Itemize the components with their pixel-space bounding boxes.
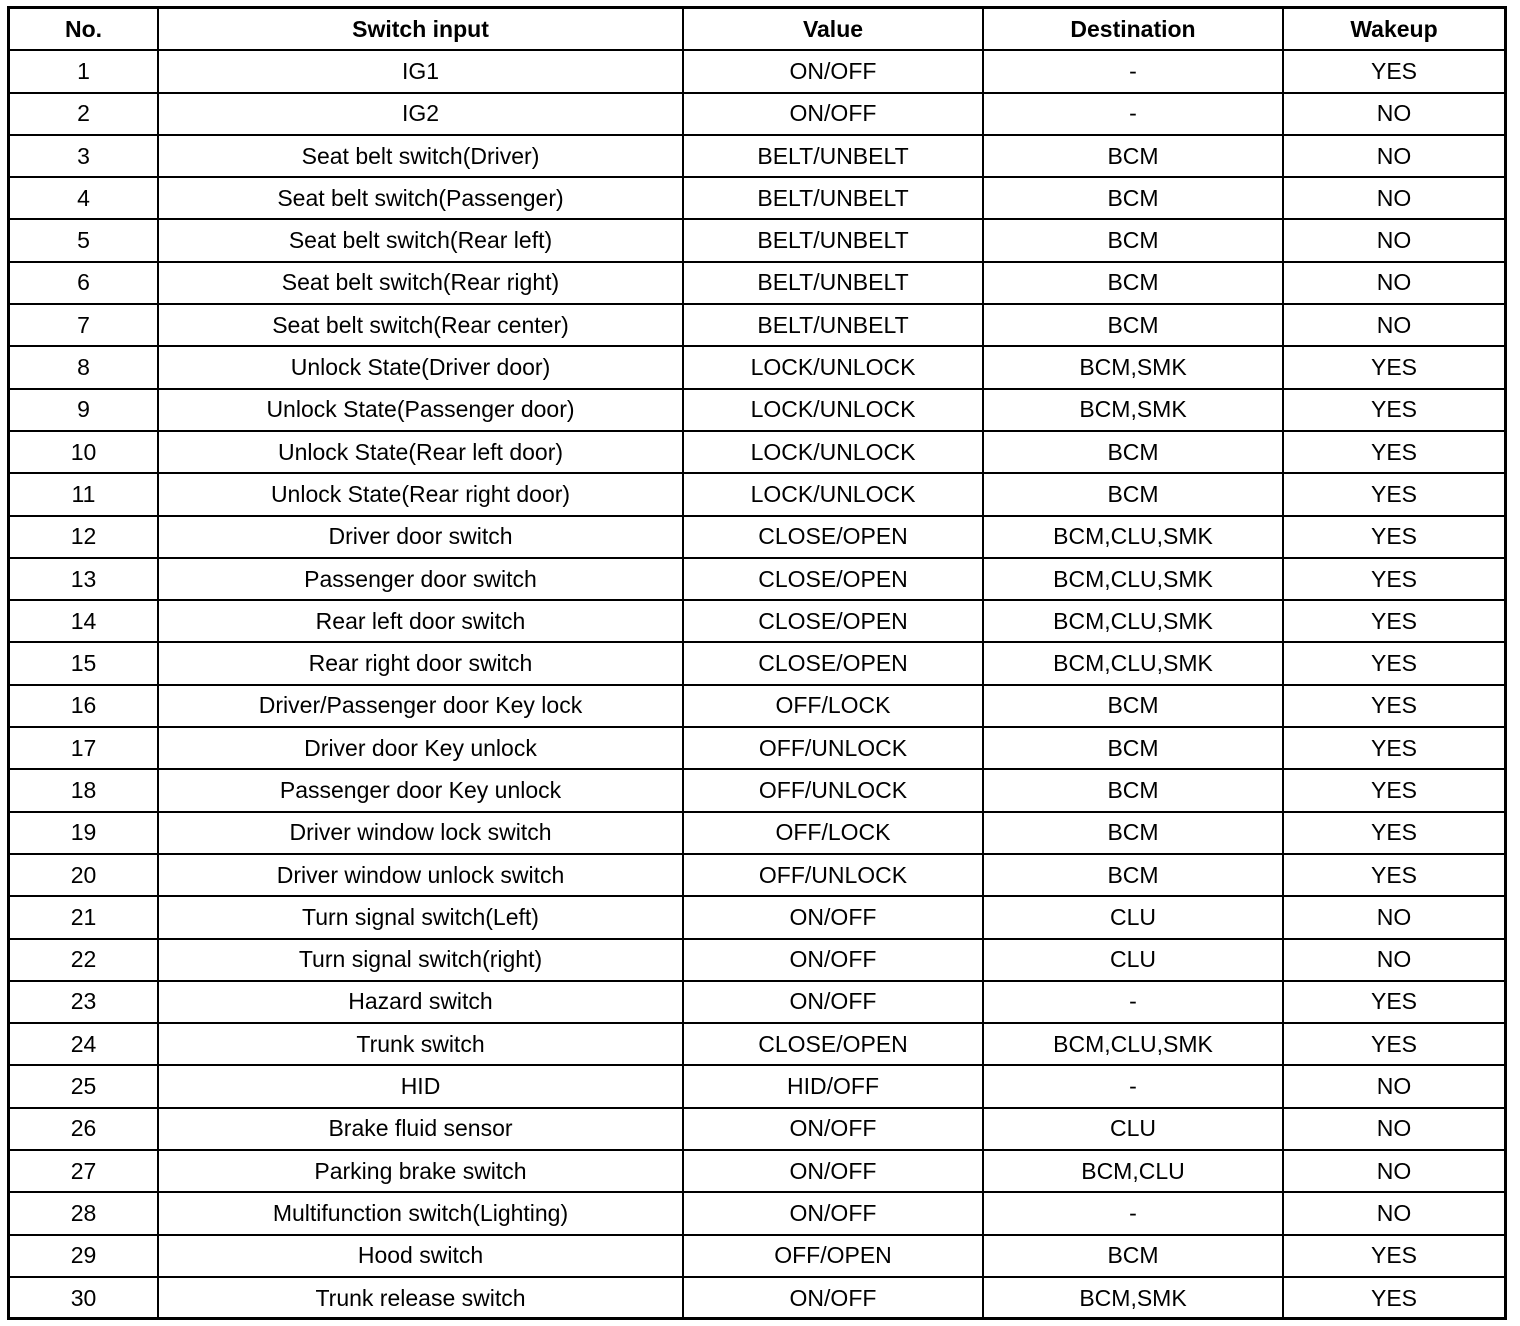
table-row <box>10 93 1504 135</box>
table-row <box>10 177 1504 219</box>
cell-wakeup: YES <box>1283 473 1504 515</box>
cell-value: LOCK/UNLOCK <box>683 389 983 431</box>
cell-wakeup: YES <box>1283 431 1504 473</box>
table-row <box>10 1108 1504 1150</box>
cell-no: 30 <box>10 1277 158 1318</box>
cell-value: CLOSE/OPEN <box>683 1023 983 1065</box>
header-destination: Destination <box>983 9 1283 50</box>
cell-no: 23 <box>10 981 158 1023</box>
cell-destination: CLU <box>983 1108 1283 1150</box>
cell-no: 13 <box>10 558 158 600</box>
table-row <box>10 1065 1504 1107</box>
cell-value: BELT/UNBELT <box>683 304 983 346</box>
cell-switch-input: IG2 <box>158 93 683 135</box>
cell-wakeup: YES <box>1283 389 1504 431</box>
cell-destination: BCM,CLU,SMK <box>983 600 1283 642</box>
cell-value: BELT/UNBELT <box>683 262 983 304</box>
cell-destination: BCM <box>983 685 1283 727</box>
header-wakeup: Wakeup <box>1283 9 1504 50</box>
cell-switch-input: Seat belt switch(Passenger) <box>158 177 683 219</box>
cell-destination: BCM <box>983 135 1283 177</box>
cell-destination: BCM <box>983 854 1283 896</box>
cell-wakeup: NO <box>1283 262 1504 304</box>
cell-value: ON/OFF <box>683 1150 983 1192</box>
cell-wakeup: YES <box>1283 558 1504 600</box>
cell-destination: BCM,CLU <box>983 1150 1283 1192</box>
cell-value: CLOSE/OPEN <box>683 642 983 684</box>
cell-destination: BCM <box>983 1235 1283 1277</box>
cell-value: ON/OFF <box>683 896 983 938</box>
cell-value: CLOSE/OPEN <box>683 558 983 600</box>
cell-destination: BCM <box>983 262 1283 304</box>
cell-wakeup: NO <box>1283 177 1504 219</box>
cell-destination: BCM <box>983 219 1283 261</box>
cell-no: 25 <box>10 1065 158 1107</box>
table-row <box>10 812 1504 854</box>
table-row <box>10 346 1504 388</box>
cell-no: 5 <box>10 219 158 261</box>
header-value: Value <box>683 9 983 50</box>
cell-switch-input: Passenger door switch <box>158 558 683 600</box>
cell-switch-input: Seat belt switch(Rear center) <box>158 304 683 346</box>
cell-wakeup: YES <box>1283 346 1504 388</box>
cell-no: 22 <box>10 939 158 981</box>
cell-wakeup: YES <box>1283 516 1504 558</box>
cell-switch-input: Driver/Passenger door Key lock <box>158 685 683 727</box>
cell-destination: BCM <box>983 473 1283 515</box>
cell-destination: - <box>983 93 1283 135</box>
cell-destination: - <box>983 981 1283 1023</box>
cell-value: BELT/UNBELT <box>683 177 983 219</box>
cell-value: BELT/UNBELT <box>683 219 983 261</box>
cell-switch-input: Unlock State(Passenger door) <box>158 389 683 431</box>
cell-wakeup: NO <box>1283 93 1504 135</box>
cell-value: ON/OFF <box>683 939 983 981</box>
table-row <box>10 939 1504 981</box>
cell-wakeup: YES <box>1283 981 1504 1023</box>
cell-switch-input: Trunk switch <box>158 1023 683 1065</box>
cell-wakeup: NO <box>1283 1108 1504 1150</box>
cell-no: 27 <box>10 1150 158 1192</box>
cell-wakeup: NO <box>1283 939 1504 981</box>
cell-wakeup: NO <box>1283 1065 1504 1107</box>
cell-no: 7 <box>10 304 158 346</box>
cell-destination: BCM <box>983 769 1283 811</box>
cell-switch-input: Parking brake switch <box>158 1150 683 1192</box>
cell-destination: BCM,CLU,SMK <box>983 1023 1283 1065</box>
cell-wakeup: YES <box>1283 1277 1504 1318</box>
cell-switch-input: Unlock State(Rear left door) <box>158 431 683 473</box>
cell-no: 14 <box>10 600 158 642</box>
table-row <box>10 1277 1504 1318</box>
cell-no: 2 <box>10 93 158 135</box>
cell-no: 12 <box>10 516 158 558</box>
cell-value: LOCK/UNLOCK <box>683 431 983 473</box>
cell-wakeup: NO <box>1283 304 1504 346</box>
cell-switch-input: Driver door switch <box>158 516 683 558</box>
cell-destination: CLU <box>983 896 1283 938</box>
cell-switch-input: Brake fluid sensor <box>158 1108 683 1150</box>
cell-value: HID/OFF <box>683 1065 983 1107</box>
header-no: No. <box>10 9 158 50</box>
cell-destination: BCM,SMK <box>983 1277 1283 1318</box>
cell-value: ON/OFF <box>683 1108 983 1150</box>
cell-switch-input: Driver window lock switch <box>158 812 683 854</box>
cell-wakeup: NO <box>1283 896 1504 938</box>
table-row <box>10 769 1504 811</box>
cell-destination: BCM,CLU,SMK <box>983 516 1283 558</box>
cell-wakeup: YES <box>1283 685 1504 727</box>
cell-switch-input: Driver window unlock switch <box>158 854 683 896</box>
cell-value: ON/OFF <box>683 50 983 92</box>
cell-wakeup: NO <box>1283 1192 1504 1234</box>
cell-wakeup: YES <box>1283 50 1504 92</box>
cell-destination: - <box>983 50 1283 92</box>
table-row <box>10 219 1504 261</box>
cell-no: 8 <box>10 346 158 388</box>
cell-value: OFF/UNLOCK <box>683 769 983 811</box>
cell-no: 21 <box>10 896 158 938</box>
cell-wakeup: NO <box>1283 219 1504 261</box>
cell-value: BELT/UNBELT <box>683 135 983 177</box>
cell-switch-input: Rear right door switch <box>158 642 683 684</box>
cell-switch-input: Driver door Key unlock <box>158 727 683 769</box>
cell-value: ON/OFF <box>683 981 983 1023</box>
cell-value: OFF/UNLOCK <box>683 727 983 769</box>
cell-value: CLOSE/OPEN <box>683 600 983 642</box>
table-row <box>10 262 1504 304</box>
cell-no: 4 <box>10 177 158 219</box>
cell-no: 9 <box>10 389 158 431</box>
cell-value: ON/OFF <box>683 1277 983 1318</box>
cell-no: 24 <box>10 1023 158 1065</box>
cell-switch-input: Hazard switch <box>158 981 683 1023</box>
cell-switch-input: Hood switch <box>158 1235 683 1277</box>
cell-no: 28 <box>10 1192 158 1234</box>
cell-wakeup: YES <box>1283 600 1504 642</box>
table-row <box>10 685 1504 727</box>
cell-switch-input: HID <box>158 1065 683 1107</box>
cell-switch-input: Turn signal switch(right) <box>158 939 683 981</box>
table-row <box>10 473 1504 515</box>
cell-switch-input: Passenger door Key unlock <box>158 769 683 811</box>
cell-value: OFF/LOCK <box>683 685 983 727</box>
cell-no: 11 <box>10 473 158 515</box>
cell-no: 15 <box>10 642 158 684</box>
cell-value: CLOSE/OPEN <box>683 516 983 558</box>
table-row <box>10 896 1504 938</box>
cell-value: OFF/UNLOCK <box>683 854 983 896</box>
cell-switch-input: Unlock State(Rear right door) <box>158 473 683 515</box>
cell-destination: CLU <box>983 939 1283 981</box>
table-row <box>10 1192 1504 1234</box>
table-row <box>10 431 1504 473</box>
table-row <box>10 558 1504 600</box>
header-switch-input: Switch input <box>158 9 683 50</box>
cell-destination: BCM <box>983 431 1283 473</box>
cell-no: 29 <box>10 1235 158 1277</box>
cell-no: 3 <box>10 135 158 177</box>
cell-switch-input: Rear left door switch <box>158 600 683 642</box>
table-header-row <box>10 9 1504 50</box>
cell-value: ON/OFF <box>683 1192 983 1234</box>
cell-no: 6 <box>10 262 158 304</box>
switch-input-table <box>10 9 1504 1318</box>
table-row <box>10 727 1504 769</box>
cell-no: 16 <box>10 685 158 727</box>
cell-wakeup: NO <box>1283 135 1504 177</box>
cell-destination: BCM <box>983 304 1283 346</box>
cell-no: 20 <box>10 854 158 896</box>
table-row <box>10 516 1504 558</box>
cell-destination: BCM,CLU,SMK <box>983 642 1283 684</box>
cell-switch-input: Unlock State(Driver door) <box>158 346 683 388</box>
cell-wakeup: YES <box>1283 769 1504 811</box>
cell-wakeup: YES <box>1283 854 1504 896</box>
table-body <box>10 50 1504 1318</box>
cell-value: ON/OFF <box>683 93 983 135</box>
cell-wakeup: YES <box>1283 642 1504 684</box>
table-row <box>10 304 1504 346</box>
table-row <box>10 600 1504 642</box>
table-row <box>10 981 1504 1023</box>
cell-wakeup: YES <box>1283 1023 1504 1065</box>
cell-switch-input: Turn signal switch(Left) <box>158 896 683 938</box>
cell-destination: BCM,SMK <box>983 346 1283 388</box>
table-row <box>10 389 1504 431</box>
cell-no: 19 <box>10 812 158 854</box>
cell-switch-input: Seat belt switch(Rear right) <box>158 262 683 304</box>
table-row <box>10 1150 1504 1192</box>
cell-switch-input: Multifunction switch(Lighting) <box>158 1192 683 1234</box>
cell-switch-input: Seat belt switch(Rear left) <box>158 219 683 261</box>
cell-no: 1 <box>10 50 158 92</box>
cell-destination: BCM <box>983 177 1283 219</box>
cell-destination: BCM,CLU,SMK <box>983 558 1283 600</box>
switch-input-table-frame <box>7 6 1507 1320</box>
cell-no: 10 <box>10 431 158 473</box>
table-row <box>10 50 1504 92</box>
cell-no: 26 <box>10 1108 158 1150</box>
cell-no: 17 <box>10 727 158 769</box>
cell-value: LOCK/UNLOCK <box>683 346 983 388</box>
cell-no: 18 <box>10 769 158 811</box>
cell-value: OFF/OPEN <box>683 1235 983 1277</box>
cell-wakeup: YES <box>1283 812 1504 854</box>
cell-destination: BCM <box>983 812 1283 854</box>
cell-destination: BCM,SMK <box>983 389 1283 431</box>
cell-value: OFF/LOCK <box>683 812 983 854</box>
table-row <box>10 135 1504 177</box>
cell-destination: - <box>983 1192 1283 1234</box>
cell-wakeup: YES <box>1283 727 1504 769</box>
table-row <box>10 1235 1504 1277</box>
cell-destination: - <box>983 1065 1283 1107</box>
cell-switch-input: IG1 <box>158 50 683 92</box>
cell-switch-input: Trunk release switch <box>158 1277 683 1318</box>
table-row <box>10 642 1504 684</box>
table-row <box>10 854 1504 896</box>
cell-switch-input: Seat belt switch(Driver) <box>158 135 683 177</box>
cell-wakeup: NO <box>1283 1150 1504 1192</box>
table-row <box>10 1023 1504 1065</box>
cell-destination: BCM <box>983 727 1283 769</box>
cell-value: LOCK/UNLOCK <box>683 473 983 515</box>
cell-wakeup: YES <box>1283 1235 1504 1277</box>
